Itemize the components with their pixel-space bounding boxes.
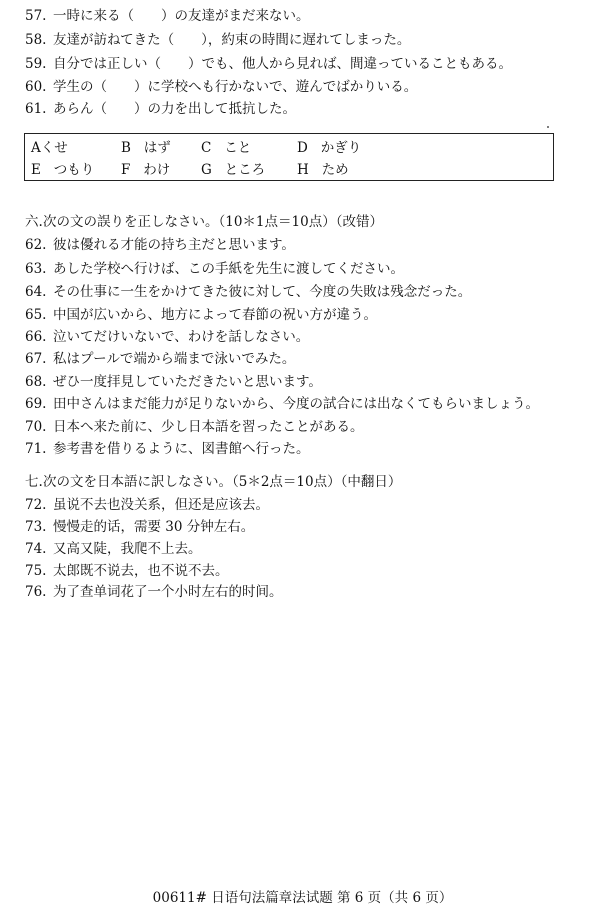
question-number: 60. (25, 79, 47, 95)
question-text: 参考書を借りるように、図書館へ行った。 (53, 441, 310, 457)
question-67 (25, 350, 295, 368)
option-e (31, 161, 94, 179)
option-word: こと (224, 140, 252, 156)
question-number: 58. (25, 32, 47, 48)
question-number: 67. (25, 351, 47, 367)
option-word: ところ (224, 162, 266, 178)
question-73 (25, 518, 254, 536)
question-text: 一時に来る（ ）の友達がまだ来ない。 (53, 8, 310, 24)
question-text: 私はプールで端から端まで泳いでみた。 (53, 351, 296, 367)
option-letter: B (121, 140, 131, 156)
question-69 (25, 395, 539, 413)
option-d (297, 139, 361, 157)
options-box (24, 133, 554, 181)
section-number: 六. (25, 214, 43, 230)
question-number: 63. (25, 261, 47, 277)
option-word: はず (143, 140, 171, 156)
question-number: 59. (25, 56, 47, 72)
question-58 (25, 31, 410, 49)
question-63 (25, 260, 404, 278)
question-75 (25, 562, 229, 580)
question-text: 为了查单词花了一个小时左右的时间。 (53, 584, 283, 600)
question-text: 友達が訪ねてきた（ ），約束の時間に遅れてしまった。 (53, 32, 411, 48)
option-letter: C (201, 140, 212, 156)
question-60 (25, 78, 417, 96)
question-text: 虽说不去也没关系，但还是应该去。 (53, 497, 269, 513)
option-word: つもり (53, 162, 95, 178)
question-text: 泣いてだけいないで、わけを話しなさい。 (53, 329, 310, 345)
question-text: ぜひ一度拝見していただきたいと思います。 (53, 374, 322, 390)
question-62 (25, 236, 295, 254)
question-66 (25, 328, 309, 346)
question-number: 74. (25, 541, 47, 557)
question-number: 76. (25, 584, 47, 600)
section-instruction: 次の文の誤りを正しなさい。（10＊1点＝10点）（改错） (43, 214, 383, 230)
option-word: ため (321, 162, 349, 178)
question-65 (25, 306, 377, 324)
question-64 (25, 283, 471, 301)
option-word: くせ (40, 140, 68, 156)
question-72 (25, 496, 269, 514)
section-instruction: 次の文を日本語に訳しなさい。（5＊2点＝10点）（中翻日） (43, 474, 402, 490)
option-b (121, 139, 171, 157)
option-word: かぎり (320, 140, 362, 156)
option-letter: A (31, 140, 41, 156)
section-7-heading (25, 473, 401, 491)
question-number: 72. (25, 497, 47, 513)
section-6-heading (25, 213, 383, 231)
question-number: 69. (25, 396, 47, 412)
question-59 (25, 55, 512, 73)
question-71 (25, 440, 310, 458)
question-number: 64. (25, 284, 47, 300)
option-a (31, 139, 68, 157)
question-68 (25, 373, 322, 391)
question-76 (25, 583, 283, 601)
question-text: 中国が広いから、地方によって春節の祝い方が違う。 (53, 307, 377, 323)
question-number: 66. (25, 329, 47, 345)
question-number: 68. (25, 374, 47, 390)
section-number: 七. (25, 474, 43, 490)
option-h (297, 161, 349, 179)
question-number: 62. (25, 237, 47, 253)
question-text: その仕事に一生をかけてきた彼に対して、今度の失敗は残念だった。 (53, 284, 472, 300)
question-57 (25, 7, 310, 25)
question-61 (25, 100, 296, 118)
question-text: 彼は優れる才能の持ち主だと思います。 (53, 237, 295, 253)
option-letter: H (297, 162, 309, 178)
question-number: 73. (25, 519, 47, 535)
question-text: あらん（ ）の力を出して抵抗した。 (53, 101, 296, 117)
question-text: 慢慢走的话，需要 30 分钟左右。 (53, 519, 255, 535)
question-text: 太郎既不说去，也不说不去。 (53, 563, 229, 579)
question-number: 57. (25, 8, 47, 24)
option-letter: E (31, 162, 41, 178)
option-c (201, 139, 251, 157)
question-text: 田中さんはまだ能力が足りないから、今度の試合には出なくてもらいましょう。 (53, 396, 539, 412)
question-text: あした学校へ行けば、この手紙を先生に渡してください。 (53, 261, 404, 277)
scan-speck (547, 126, 549, 128)
option-word: わけ (143, 162, 171, 178)
question-74 (25, 540, 202, 558)
option-letter: G (201, 162, 212, 178)
question-text: 日本へ来た前に、少し日本語を習ったことがある。 (53, 419, 364, 435)
question-70 (25, 418, 364, 436)
question-text: 学生の（ ）に学校へも行かないで、遊んでばかりいる。 (53, 79, 418, 95)
option-f (121, 161, 170, 179)
question-number: 65. (25, 307, 47, 323)
question-text: 又高又陡，我爬不上去。 (53, 541, 202, 557)
page-footer: 00611# 日语句法篇章法试题 第 6 页（共 6 页） (152, 890, 453, 906)
question-number: 61. (25, 101, 47, 117)
question-number: 71. (25, 441, 47, 457)
question-number: 75. (25, 563, 47, 579)
option-letter: F (121, 162, 131, 178)
question-number: 70. (25, 419, 47, 435)
option-g (201, 161, 265, 179)
option-letter: D (297, 140, 308, 156)
question-text: 自分では正しい（ ）でも、他人から見れば、間違っていることもある。 (53, 56, 512, 72)
